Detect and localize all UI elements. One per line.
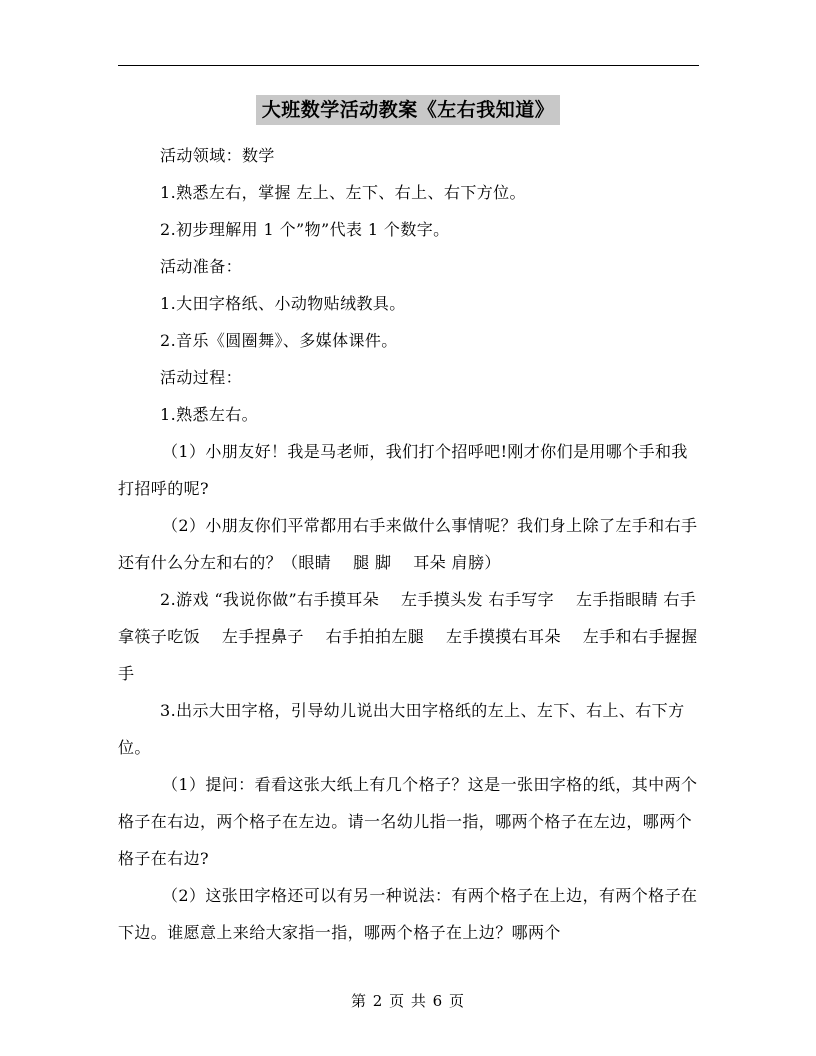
title-container <box>0 95 816 125</box>
paragraph: 2.初步理解用 1 个”物”代表 1 个数字。 <box>160 220 450 239</box>
page-footer: 第 2 页 共 6 页 <box>351 992 465 1010</box>
document-body <box>118 137 702 951</box>
paragraph: 1.熟悉左右。 <box>160 405 259 424</box>
paragraph: 活动准备： <box>160 257 243 276</box>
paragraph: 活动领域：数学 <box>160 146 275 165</box>
paragraph: 1.大田字格纸、小动物贴绒教具。 <box>160 294 406 313</box>
paragraph: （1）提问：看看这张大纸上有几个格子？这是一张田字格的纸，其中两个格子在右边，两个格子在左边。请一名幼儿指一指，哪两个格子在左边，哪两个格子在右边? <box>118 775 698 868</box>
paragraph: 1.熟悉左右，掌握 左上、左下、右上、右下方位。 <box>160 183 526 202</box>
paragraph: 2.音乐《圆圈舞》、多媒体课件。 <box>160 331 398 350</box>
header-rule <box>118 65 699 66</box>
document-title: 大班数学活动教案《左右我知道》 <box>256 95 561 125</box>
paragraph: 活动过程： <box>160 368 243 387</box>
paragraph: （2）这张田字格还可以有另一种说法：有两个格子在上边，有两个格子在下边。谁愿意上来给大家指一指，哪两个格子在上边？哪两个 <box>118 886 698 942</box>
paragraph: 3.出示大田字格，引导幼儿说出大田字格纸的左上、左下、右上、右下方位。 <box>118 701 685 757</box>
paragraph: 2.游戏 “我说你做”右手摸耳朵 左手摸头发 右手写字 左手指眼睛 右手拿筷子吃饭 左手捏鼻子 右手拍拍左腿 左手摸摸右耳朵 左手和右手握握手 <box>118 590 698 683</box>
paragraph: （1）小朋友好！我是马老师，我们打个招呼吧!刚才你们是用哪个手和我打招呼的呢? <box>118 442 688 498</box>
paragraph: （2）小朋友你们平常都用右手来做什么事情呢？我们身上除了左手和右手还有什么分左和右的？（眼睛 腿 脚 耳朵 肩膀） <box>118 516 698 572</box>
